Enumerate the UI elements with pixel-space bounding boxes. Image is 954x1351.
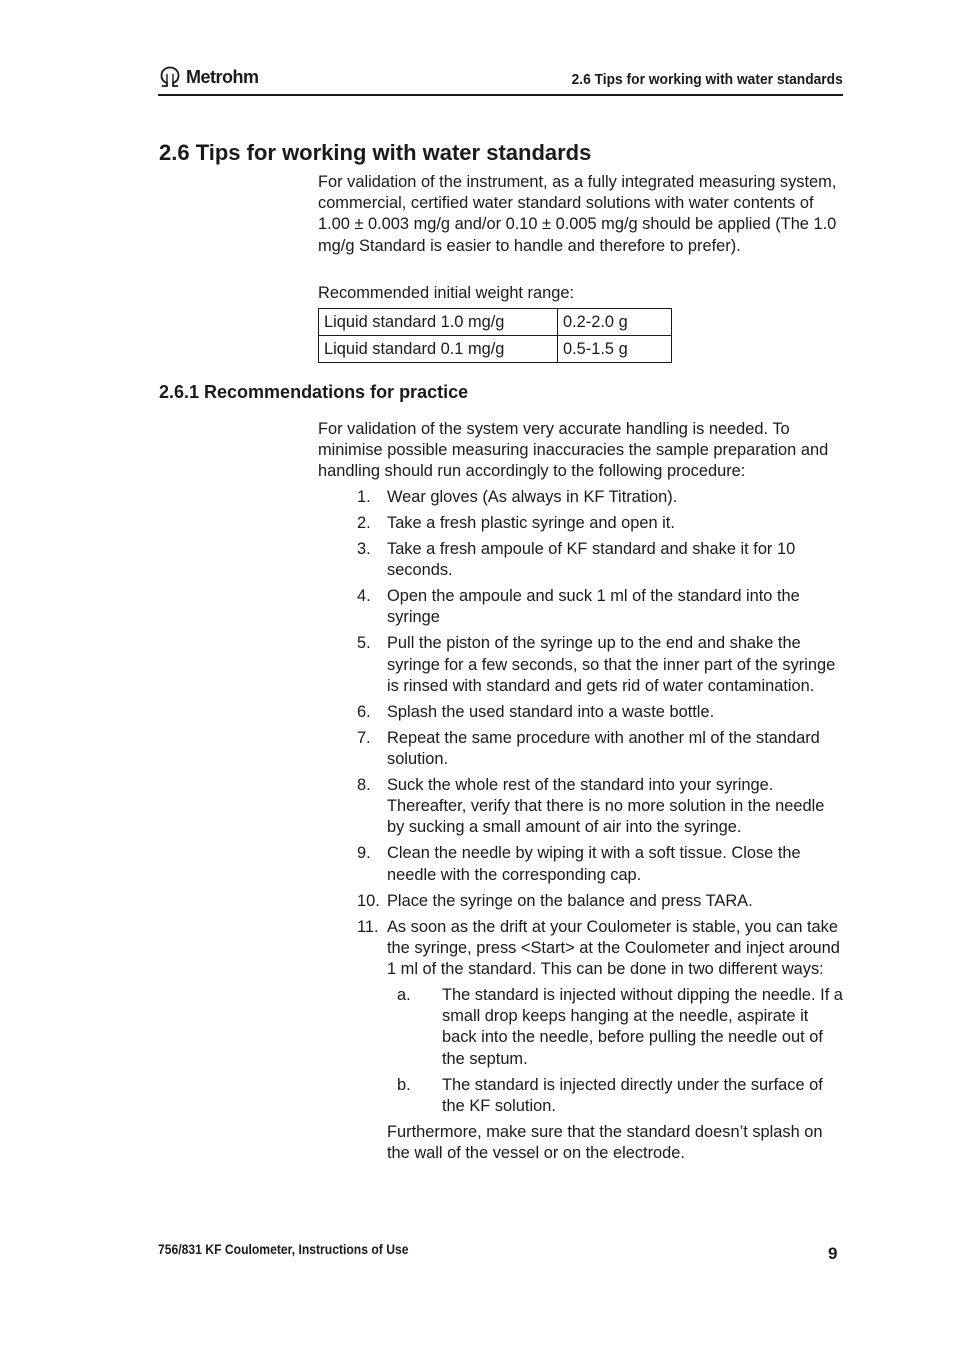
table-row (319, 309, 672, 336)
table-cell-standard: Liquid standard 1.0 mg/g (319, 309, 558, 336)
page-number: 9 (828, 1244, 838, 1263)
list-item (357, 891, 843, 912)
step-text: Open the ampoule and suck 1 ml of the standard into the syringe (387, 587, 800, 627)
list-item (357, 702, 843, 723)
metrohm-logo (158, 66, 259, 88)
table-row (319, 336, 672, 363)
list-item (357, 513, 843, 534)
step-text: Wear gloves (As always in KF Titration). (387, 488, 678, 506)
page-header (158, 64, 843, 96)
table-cell-range: 0.2-2.0 g (558, 309, 672, 336)
list-item (357, 917, 843, 1165)
step-text: Take a fresh ampoule of KF standard and shake it for 10 seconds. (387, 540, 796, 580)
sub-step-letter: a. (397, 986, 411, 1005)
section-heading: 2.6 Tips for working with water standards (159, 140, 592, 165)
step-number: 1. (357, 488, 371, 506)
closing-note: Furthermore, make sure that the standard doesn’t splash on the wall of the vessel or on the electrode. (387, 1122, 823, 1163)
list-item (357, 775, 843, 839)
step-number: 11. (357, 917, 379, 936)
step-number: 9. (357, 844, 371, 863)
logo-text: Metrohm (186, 66, 259, 87)
step-number: 5. (357, 634, 371, 653)
list-item (357, 487, 843, 508)
list-item (357, 728, 843, 770)
step-number: 7. (357, 728, 371, 747)
step-text: Take a fresh plastic syringe and open it. (387, 514, 675, 532)
list-item (357, 843, 843, 885)
sub-step-text: The standard is injected directly under the surface of the KF solution. (442, 1075, 823, 1115)
list-item (357, 586, 843, 628)
table-cell-standard: Liquid standard 0.1 mg/g (319, 336, 558, 363)
step-text: Splash the used standard into a waste bottle. (387, 702, 715, 721)
step-text: Suck the whole rest of the standard into your syringe. Thereafter, verify that there is no more solution in the needle by sucking a small amount of air into the syringe. (387, 776, 825, 837)
step-text: As soon as the drift at your Coulometer is stable, you can take the syringe, press <Start> at the Coulometer and inject around 1 ml of the standard. This can be done in two different ways: (387, 917, 840, 979)
step-number: 4. (357, 587, 371, 606)
step-text: Clean the needle by wiping it with a soft tissue. Close the needle with the corresponding cap. (387, 844, 801, 884)
sub-step-letter: b. (397, 1075, 411, 1094)
procedure-list (357, 487, 843, 1169)
step-number: 3. (357, 540, 371, 558)
step-number: 6. (357, 702, 371, 721)
omega-icon (158, 66, 182, 88)
weight-range-table (318, 308, 672, 363)
weight-range-label: Recommended initial weight range: (318, 284, 575, 302)
section-intro (318, 172, 843, 257)
list-item (357, 539, 843, 581)
intro-paragraph: For validation of the instrument, as a fully integrated measuring system, commercial, certified water standard solutions with water contents of 1.00 ± 0.003 mg/g and/or 0.10 ± 0.005 mg/g should be applied (The 1.0 mg/g Standard is easier to handle and therefore to prefer). (318, 173, 837, 255)
step-number: 8. (357, 776, 371, 795)
step-text: Pull the piston of the syringe up to the end and shake the syringe for a few seconds, so that the inner part of the syringe is rinsed with standard and gets rid of water contamination. (387, 634, 836, 695)
step-text: Place the syringe on the balance and press TARA. (387, 891, 753, 910)
step-number: 10. (357, 891, 380, 910)
running-header-title: 2.6 Tips for working with water standards (571, 71, 843, 88)
footer-document-title: 756/831 KF Coulometer, Instructions of Use (158, 1242, 409, 1257)
table-cell-range: 0.5-1.5 g (558, 336, 672, 363)
list-item (397, 985, 843, 1070)
list-item (397, 1075, 843, 1117)
injection-methods-list (387, 985, 843, 1117)
sub-step-text: The standard is injected without dipping the needle. If a small drop keeps hanging at the needle, aspirate it back into the needle, before pulling the needle out of the septum. (442, 986, 843, 1068)
list-item (357, 633, 843, 697)
step-text: Repeat the same procedure with another ml of the standard solution. (387, 728, 820, 769)
subsection-heading: 2.6.1 Recommendations for practice (159, 382, 469, 402)
step-number: 2. (357, 514, 371, 532)
practice-intro: For validation of the system very accurate handling is needed. To minimise possible measuring inaccuracies the sample preparation and handling should run accordingly to the following procedure: (318, 420, 829, 481)
